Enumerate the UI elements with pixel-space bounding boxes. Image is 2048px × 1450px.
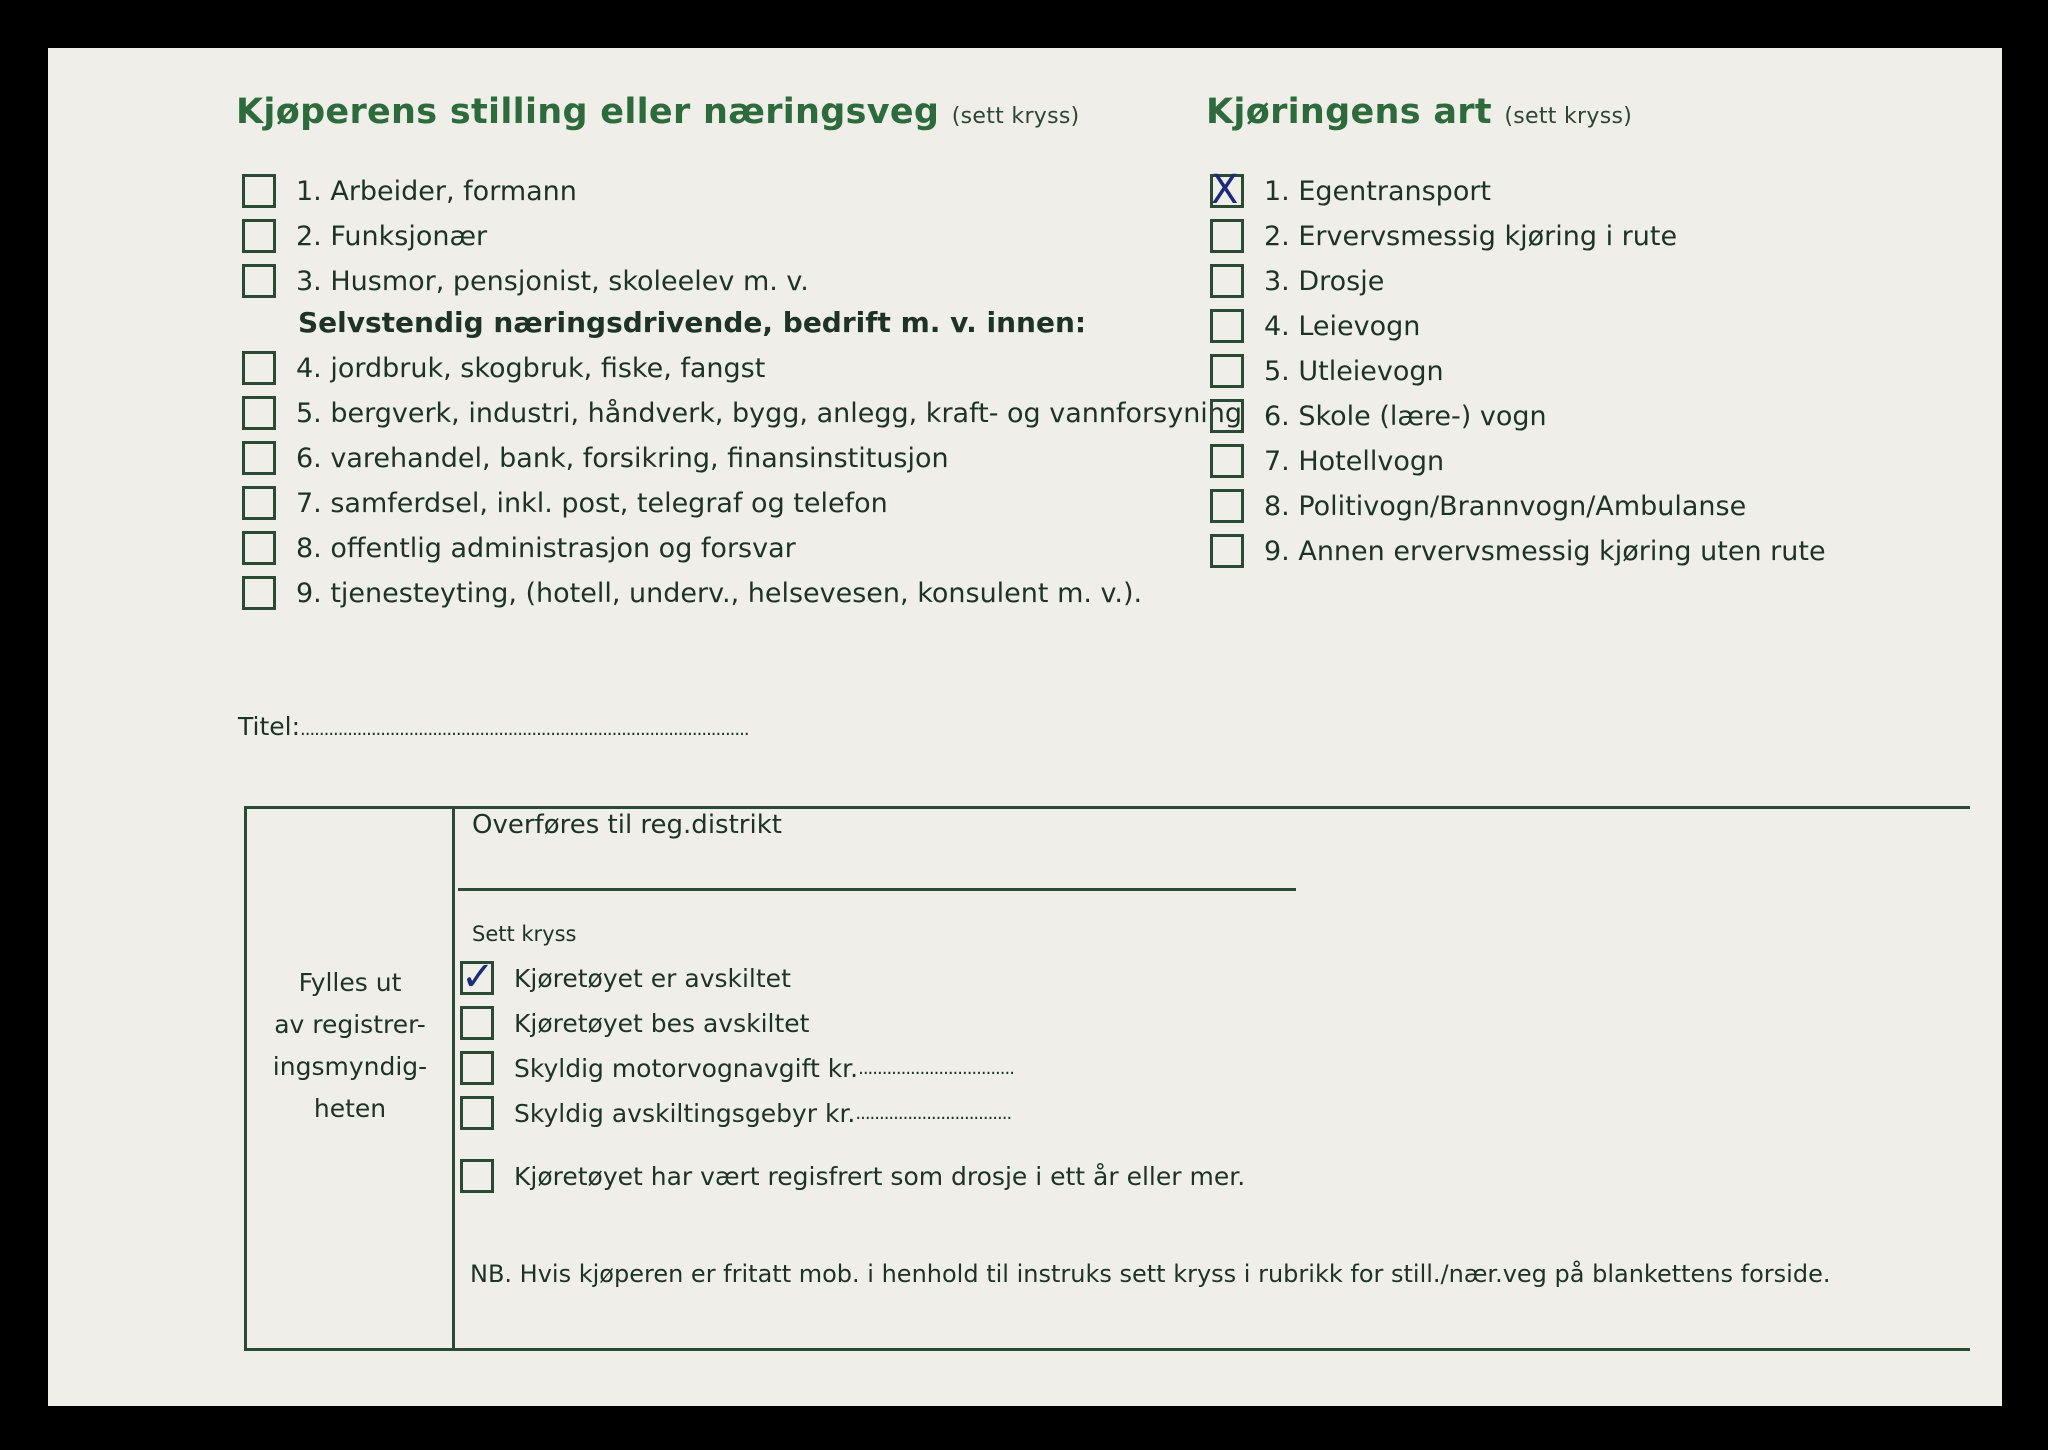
checkbox-icon[interactable] (460, 1051, 494, 1085)
box-bottom-border (244, 1348, 1970, 1351)
checkbox-label: 3. Husmor, pensjonist, skoleelev m. v. (296, 265, 809, 297)
side-label-line: heten (313, 1094, 387, 1123)
checkbox-row[interactable] (1210, 351, 1444, 391)
checkbox-icon[interactable] (1210, 489, 1244, 523)
checkbox-row[interactable] (460, 1003, 809, 1043)
checkbox-row[interactable] (242, 393, 1242, 433)
checkbox-row[interactable] (1210, 216, 1677, 256)
checkbox-label: 8. Politivogn/Brannvogn/Ambulanse (1264, 490, 1747, 522)
checkbox-icon[interactable] (1210, 167, 1244, 213)
checkbox-icon[interactable] (242, 396, 276, 430)
checkbox-label: 5. bergverk, industri, håndverk, bygg, anlegg, kraft- og vannforsyning (296, 397, 1243, 429)
checkbox-row[interactable] (242, 171, 577, 211)
checkbox-label: 7. samferdsel, inkl. post, telegraf og telefon (296, 487, 888, 519)
checkbox-icon[interactable] (1210, 444, 1244, 478)
amount-dots[interactable]: ................................. (855, 1102, 1012, 1124)
checkbox-label: 1. Egentransport (1264, 175, 1492, 207)
checkbox-row[interactable] (242, 573, 1142, 613)
checkbox-row[interactable] (242, 348, 765, 388)
checkbox-icon[interactable] (242, 531, 276, 565)
checkbox-row[interactable] (460, 954, 791, 1000)
checkbox-label: 4. Leievogn (1264, 310, 1421, 342)
form-sheet (48, 48, 2002, 1406)
drosje-check-label: Kjøretøyet har vært regisfrert som drosje i ett år eller mer. (514, 1161, 1246, 1191)
checkbox-icon[interactable] (1210, 264, 1244, 298)
buyer-occupation-heading: Kjøperens stilling eller næringsveg (sett kryss) (236, 92, 1080, 132)
checkbox-row[interactable] (1210, 486, 1746, 526)
checkbox-label: 7. Hotellvogn (1264, 445, 1445, 477)
checkbox-row[interactable] (242, 438, 949, 478)
checkbox-icon[interactable] (242, 576, 276, 610)
sett-kryss-label: Sett kryss (472, 922, 577, 946)
checkbox-icon[interactable] (242, 174, 276, 208)
title-field[interactable] (238, 712, 749, 741)
box-divider (452, 806, 455, 1351)
transfer-label: Overføres til reg.distrikt (472, 810, 782, 840)
checkbox-icon[interactable] (460, 1006, 494, 1040)
checkbox-label: 3. Drosje (1264, 265, 1385, 297)
checkbox-row[interactable] (460, 1048, 1014, 1088)
checkbox-label: Kjøretøyet er avskiltet (514, 963, 791, 993)
title-label: Titel: (238, 712, 300, 741)
checkbox-icon[interactable] (460, 1159, 494, 1193)
authority-side-label (248, 962, 452, 1130)
checkbox-label: 4. jordbruk, skogbruk, fiske, fangst (296, 352, 766, 384)
checkbox-icon[interactable] (242, 486, 276, 520)
checkbox-icon[interactable] (460, 954, 495, 1000)
side-label-line: Fylles ut (298, 968, 402, 997)
checkbox-icon[interactable] (242, 351, 276, 385)
checkbox-icon[interactable] (1210, 309, 1244, 343)
checkbox-icon[interactable] (1210, 399, 1244, 433)
checkbox-icon[interactable] (242, 441, 276, 475)
checkbox-label: 8. offentlig administrasjon og forsvar (296, 532, 796, 564)
checkbox-icon[interactable] (242, 219, 276, 253)
checkbox-label: 5. Utleievogn (1264, 355, 1444, 387)
checkbox-row[interactable] (242, 483, 888, 523)
checkbox-label: Skyldig avskiltingsgebyr kr. (514, 1098, 856, 1128)
box-top-border (244, 806, 1970, 809)
checkbox-label: 9. Annen ervervsmessig kjøring uten rute (1264, 535, 1826, 567)
checkbox-label: 6. Skole (lære-) vogn (1264, 400, 1547, 432)
buyer-occupation-note: (sett kryss) (951, 104, 1080, 129)
checkbox-row[interactable] (242, 261, 809, 301)
checkbox-label: 9. tjenesteyting, (hotell, underv., helsevesen, konsulent m. v.). (296, 577, 1143, 609)
checkbox-label: Kjøretøyet bes avskiltet (514, 1008, 810, 1038)
checkbox-row[interactable] (1210, 167, 1492, 213)
checkbox-label: 2. Funksjonær (296, 220, 488, 252)
self-employed-subheading: Selvstendig næringsdrivende, bedrift m. v. innen: (298, 306, 1087, 339)
transfer-underline (458, 888, 1296, 891)
check-mark-icon: ✓ (461, 954, 495, 1000)
checkbox-row[interactable] (1210, 261, 1384, 301)
checkbox-label: 6. varehandel, bank, forsikring, finansinstitusjon (296, 442, 949, 474)
side-label-line: ingsmyndig- (272, 1052, 428, 1081)
checkbox-icon[interactable] (1210, 534, 1244, 568)
checkbox-label: 2. Ervervsmessig kjøring i rute (1264, 220, 1678, 252)
driving-type-note: (sett kryss) (1504, 104, 1633, 129)
checkbox-label: Skyldig motorvognavgift kr. (514, 1053, 859, 1083)
driving-type-heading: Kjøringens art (sett kryss) (1206, 92, 1633, 132)
checkbox-icon[interactable] (242, 264, 276, 298)
checkbox-icon[interactable] (1210, 219, 1244, 253)
checkbox-row[interactable] (1210, 531, 1826, 571)
nb-note: NB. Hvis kjøperen er fritatt mob. i henhold til instruks sett kryss i rubrikk for still./nær.veg på blankettens forside. (470, 1260, 1831, 1288)
title-dots: ............................................................................................... (300, 719, 749, 740)
box-left-border (244, 806, 247, 1351)
checkbox-row[interactable] (460, 1093, 1011, 1133)
drosje-check-row[interactable] (460, 1156, 1245, 1196)
checkbox-row[interactable] (1210, 441, 1444, 481)
checkbox-row[interactable] (1210, 396, 1547, 436)
side-label-line: av registrer- (274, 1010, 426, 1039)
checkbox-icon[interactable] (460, 1096, 494, 1130)
checkbox-row[interactable] (242, 216, 487, 256)
checkbox-row[interactable] (1210, 306, 1420, 346)
checkbox-row[interactable] (242, 528, 796, 568)
checkbox-label: 1. Arbeider, formann (296, 175, 577, 207)
amount-dots[interactable]: ................................. (858, 1057, 1014, 1079)
checkbox-icon[interactable] (1210, 354, 1244, 388)
x-mark-icon: X (1211, 167, 1239, 213)
